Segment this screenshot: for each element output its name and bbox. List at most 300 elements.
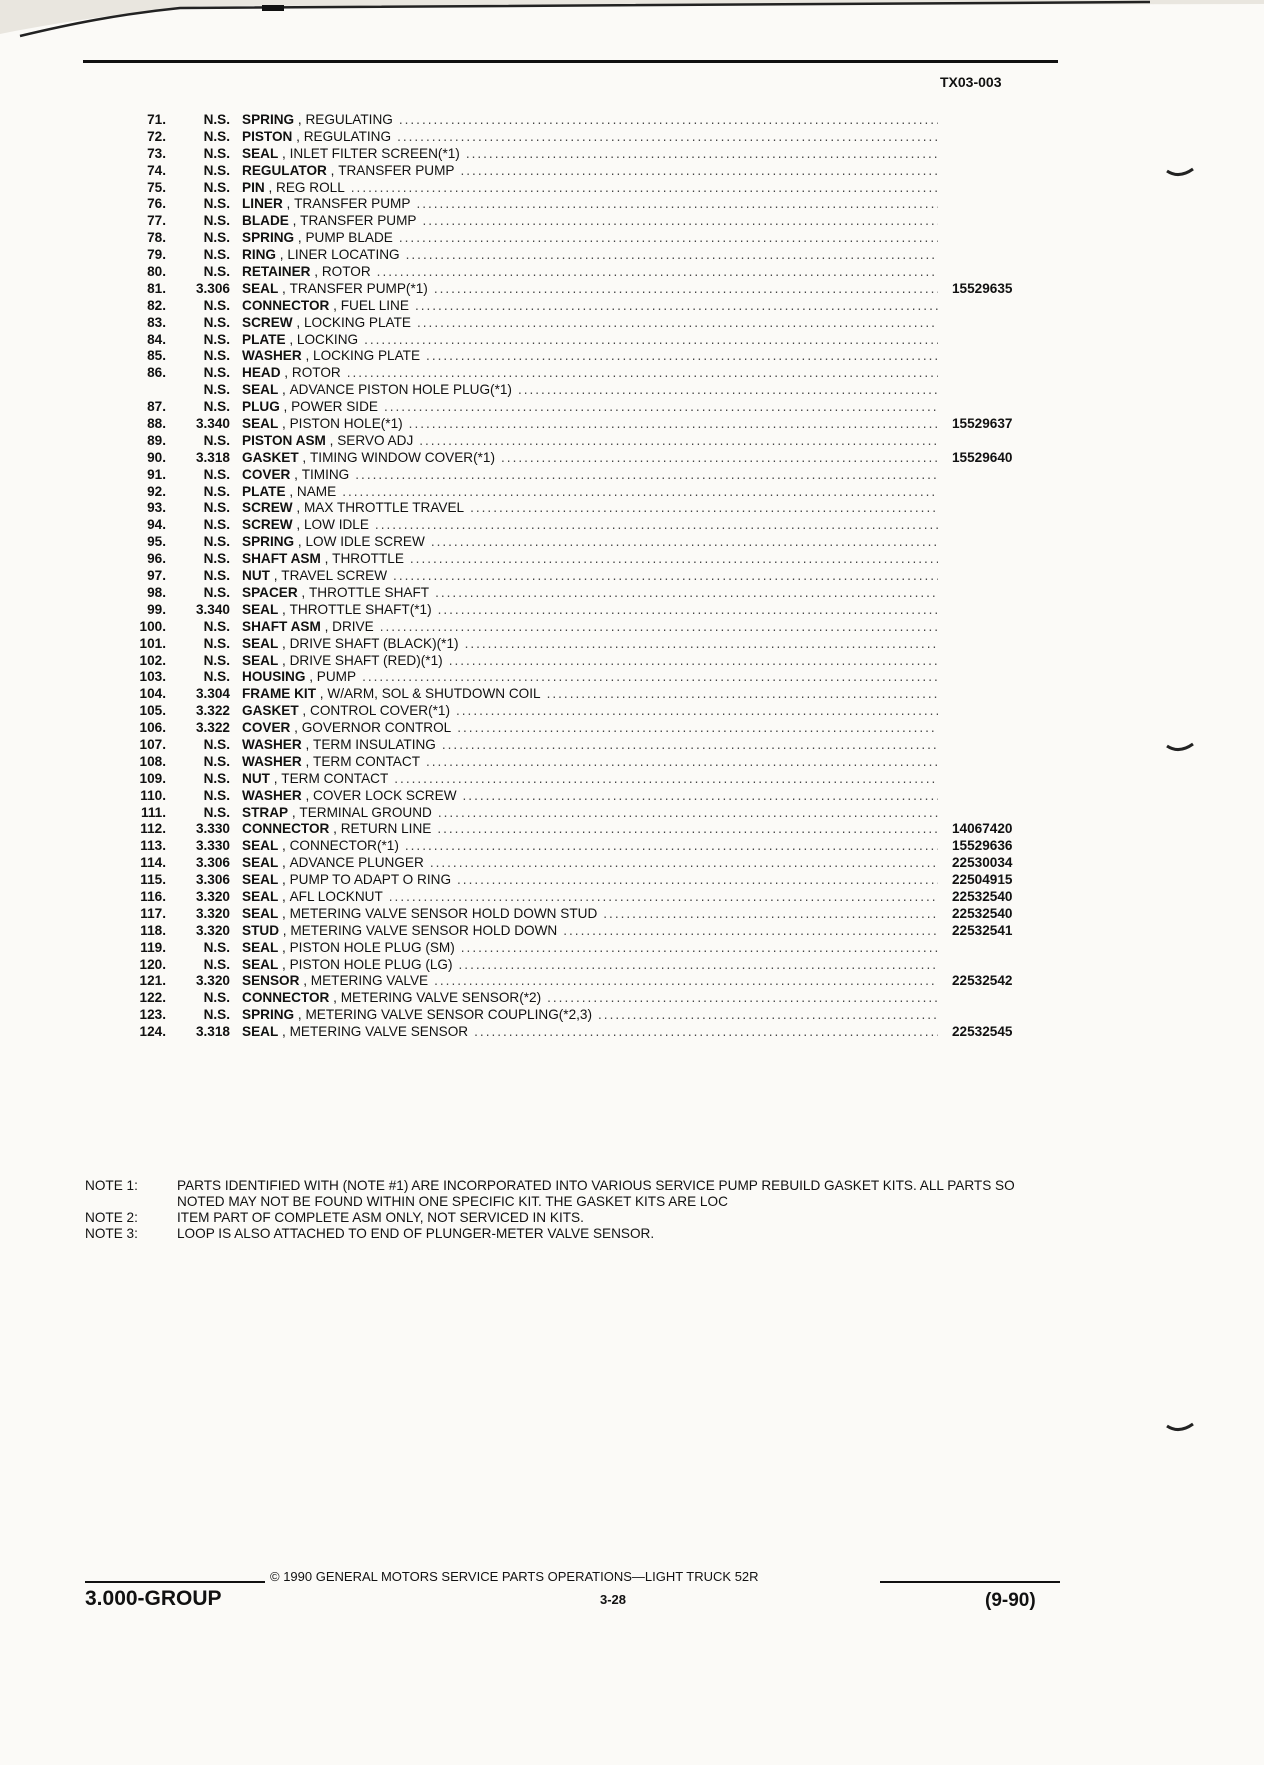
note-label: NOTE 2: [85, 1210, 138, 1225]
part-modifier: LOW IDLE SCREW [305, 534, 425, 550]
group-number: 3.340 [195, 601, 230, 617]
parts-row [90, 653, 1070, 670]
part-name: SEAL [242, 888, 279, 904]
leader-dots [424, 855, 938, 872]
leader-dots [387, 568, 938, 585]
group-number: N.S. [203, 804, 230, 820]
part-description: RING , LINER LOCATING ..... [238, 247, 938, 264]
parts-row [90, 180, 1070, 197]
item-number: 118. [140, 922, 166, 938]
part-modifier: METERING VALVE SENSOR(*2) [340, 990, 542, 1006]
leader-dots [420, 348, 938, 365]
parts-row [90, 112, 1070, 129]
parts-row [90, 264, 1070, 281]
part-description: CONNECTOR , METERING VALVE SENSOR(*2) ..... [238, 990, 938, 1007]
group-number: N.S. [203, 517, 230, 533]
leader-dots [349, 467, 938, 484]
part-description: SEAL , PISTON HOLE PLUG (LG) ..... [238, 957, 938, 974]
group-number: N.S. [203, 264, 230, 280]
part-name: SEAL [242, 956, 279, 972]
part-name: COVER [242, 466, 291, 482]
part-number: 22532542 [952, 973, 1013, 989]
parts-row [90, 247, 1070, 264]
group-number: N.S. [203, 618, 230, 634]
part-description: WASHER , TERM INSULATING ..... [238, 737, 938, 754]
item-number: 96. [147, 551, 166, 567]
part-modifier: TIMING [301, 466, 350, 482]
item-number: 104. [139, 686, 166, 702]
part-name: SPRING [242, 112, 295, 127]
part-description: SEAL , THROTTLE SHAFT(*1) ..... [238, 602, 938, 619]
group-number: N.S. [203, 483, 230, 499]
part-name: SEAL [242, 872, 279, 888]
binder-mark [1165, 165, 1195, 185]
document-code: TX03-003 [940, 74, 1002, 90]
part-modifier: RETURN LINE [340, 821, 432, 837]
note-label: NOTE 1: [85, 1178, 138, 1193]
part-modifier: PUMP BLADE [305, 230, 393, 246]
parts-row [90, 771, 1070, 788]
parts-row [90, 348, 1070, 365]
part-description: STRAP , TERMINAL GROUND ..... [238, 805, 938, 822]
part-description: SEAL , CONNECTOR(*1) ..... [238, 838, 938, 855]
part-modifier: CONNECTOR(*1) [289, 838, 399, 854]
parts-row [90, 940, 1070, 957]
part-description: SPRING , REGULATING ..... [238, 112, 938, 129]
group-number: 3.320 [195, 973, 230, 989]
part-number: 22532540 [952, 905, 1013, 921]
group-number: N.S. [203, 1007, 230, 1023]
part-name: PLUG [242, 399, 280, 415]
group-number: 3.322 [195, 703, 230, 719]
leader-dots [495, 450, 938, 467]
parts-row [90, 467, 1070, 484]
item-number: 88. [147, 416, 166, 432]
part-modifier: PUMP TO ADAPT O RING [289, 872, 452, 888]
group-number: N.S. [203, 382, 230, 398]
item-number: 115. [140, 872, 166, 888]
item-number: 108. [139, 753, 166, 769]
parts-row [90, 855, 1070, 872]
group-number: 3.306 [195, 855, 230, 871]
leader-dots [369, 517, 938, 534]
part-modifier: INLET FILTER SCREEN(*1) [289, 145, 460, 161]
parts-row [90, 416, 1070, 433]
leader-dots [425, 534, 938, 551]
part-modifier: TIMING WINDOW COVER(*1) [310, 449, 496, 465]
group-number: 3.306 [195, 280, 230, 296]
part-modifier: PUMP [316, 669, 357, 685]
part-name: SEAL [242, 145, 279, 161]
part-modifier: TERM INSULATING [313, 736, 436, 752]
part-modifier: COVER LOCK SCREW [313, 787, 457, 803]
parts-row [90, 551, 1070, 568]
item-number: 110. [140, 787, 166, 803]
part-name: SHAFT ASM [242, 618, 321, 634]
parts-row [90, 720, 1070, 737]
note-text: LOOP IS ALSO ATTACHED TO END OF PLUNGER-METER VALVE SENSOR. [177, 1226, 655, 1241]
part-modifier: PISTON HOLE(*1) [289, 416, 403, 432]
leader-dots [450, 703, 938, 720]
part-modifier: TRAVEL SCREW [281, 568, 388, 584]
item-number: 121. [139, 973, 166, 989]
item-number: 82. [147, 297, 166, 313]
part-description: HEAD , ROTOR ..... [238, 365, 938, 382]
part-description: SPACER , THROTTLE SHAFT ..... [238, 585, 938, 602]
part-description: WASHER , COVER LOCK SCREW ..... [238, 788, 938, 805]
part-modifier: TERM CONTACT [313, 753, 420, 769]
part-name: BLADE [242, 213, 289, 229]
part-number: 22504915 [952, 872, 1013, 888]
group-number: 3.304 [195, 686, 230, 702]
part-modifier: REGULATING [303, 128, 392, 144]
leader-dots [400, 247, 938, 264]
group-number: N.S. [203, 365, 230, 381]
group-number: 3.320 [195, 922, 230, 938]
part-name: WASHER [242, 348, 302, 364]
leader-dots [411, 315, 938, 332]
leader-dots [393, 230, 938, 247]
leader-dots [459, 636, 938, 653]
note-item [85, 1210, 1065, 1226]
group-number: 3.330 [195, 821, 230, 837]
item-number: 123. [139, 1007, 166, 1023]
leader-dots [541, 990, 938, 1007]
parts-row [90, 619, 1070, 636]
part-name: FRAME KIT [242, 686, 317, 702]
group-number: N.S. [203, 348, 230, 364]
part-modifier: PISTON HOLE PLUG (LG) [289, 956, 453, 972]
part-number: 14067420 [952, 821, 1013, 837]
leader-dots [341, 365, 938, 382]
leader-dots [455, 940, 938, 957]
part-description: SPRING , METERING VALVE SENSOR COUPLING(*2,3) ..... [238, 1007, 938, 1024]
leader-dots [592, 1007, 938, 1024]
parts-row [90, 382, 1070, 399]
leader-dots [453, 957, 938, 974]
part-modifier: METERING VALVE SENSOR HOLD DOWN STUD [289, 905, 598, 921]
part-description: PLUG , POWER SIDE ..... [238, 399, 938, 416]
leader-dots [410, 196, 938, 213]
part-description: SCREW , LOCKING PLATE ..... [238, 315, 938, 332]
part-modifier: DRIVE SHAFT (BLACK)(*1) [289, 635, 459, 651]
parts-row [90, 585, 1070, 602]
leader-dots [460, 146, 938, 163]
leader-dots [409, 298, 938, 315]
item-number: 79. [147, 247, 166, 263]
item-number: 81. [147, 280, 166, 296]
part-modifier: AFL LOCKNUT [289, 888, 383, 904]
item-number: 122. [139, 990, 166, 1006]
leader-dots [455, 163, 939, 180]
parts-row [90, 821, 1070, 838]
parts-row [90, 500, 1070, 517]
leader-dots [431, 821, 938, 838]
item-number: 119. [140, 939, 166, 955]
part-modifier: REGULATING [305, 112, 393, 127]
part-modifier: TERMINAL GROUND [299, 804, 432, 820]
part-description: GASKET , CONTROL COVER(*1) ..... [238, 703, 938, 720]
group-number: N.S. [203, 128, 230, 144]
part-modifier: GOVERNOR CONTROL [301, 720, 452, 736]
footer-rule-right [880, 1581, 1060, 1583]
leader-dots [451, 720, 938, 737]
leader-dots [597, 906, 938, 923]
part-description: REGULATOR , TRANSFER PUMP ..... [238, 163, 938, 180]
group-number: N.S. [203, 112, 230, 127]
parts-row [90, 754, 1070, 771]
part-modifier: METERING VALVE [310, 973, 429, 989]
item-number: 94. [147, 517, 166, 533]
item-number: 112. [140, 821, 166, 837]
item-number: 73. [147, 145, 166, 161]
parts-row [90, 669, 1070, 686]
part-description: FRAME KIT , W/ARM, SOL & SHUTDOWN COIL ..... [238, 686, 938, 703]
page-number: 3-28 [600, 1592, 627, 1607]
part-name: STRAP [242, 804, 289, 820]
item-number: 111. [141, 804, 166, 820]
part-description: COVER , GOVERNOR CONTROL ..... [238, 720, 938, 737]
parts-row [90, 450, 1070, 467]
part-modifier: SERVO ADJ [337, 432, 414, 448]
parts-row [90, 196, 1070, 213]
part-name: SPRING [242, 534, 295, 550]
part-name: SCREW [242, 314, 293, 330]
leader-dots [541, 686, 938, 703]
part-description: PLATE , LOCKING ..... [238, 332, 938, 349]
parts-row [90, 838, 1070, 855]
part-description: BLADE , TRANSFER PUMP ..... [238, 213, 938, 230]
group-number: N.S. [203, 145, 230, 161]
part-description: SEAL , DRIVE SHAFT (BLACK)(*1) ..... [238, 636, 938, 653]
leader-dots [356, 669, 938, 686]
leader-dots [443, 653, 938, 670]
part-modifier: LINER LOCATING [287, 247, 400, 263]
group-label: 3.000-GROUP [85, 1587, 222, 1610]
item-number: 92. [147, 483, 166, 499]
item-number: 106. [139, 720, 166, 736]
item-number: 91. [147, 466, 166, 482]
item-number: 102. [139, 652, 166, 668]
note-text: PARTS IDENTIFIED WITH (NOTE #1) ARE INCORPORATED INTO VARIOUS SERVICE PUMP REBUILD GASKET KITS. ALL PARTS SO NOTED MAY NOT BE FOUND WITHIN ONE SPECIFIC KIT. THE GASKET KITS ARE LOC [177, 1178, 1015, 1209]
part-modifier: METERING VALVE SENSOR [289, 1024, 469, 1040]
leader-dots [451, 872, 938, 889]
part-modifier: LOCKING PLATE [313, 348, 421, 364]
leader-dots [403, 416, 938, 433]
part-modifier: TERM CONTACT [281, 770, 389, 786]
part-name: CONNECTOR [242, 821, 330, 837]
part-name: COVER [242, 720, 291, 736]
group-number: N.S. [203, 297, 230, 313]
notes-section [85, 1178, 1065, 1242]
part-name: RETAINER [242, 264, 311, 280]
parts-row [90, 805, 1070, 822]
part-name: PIN [242, 179, 265, 195]
part-number: 15529640 [952, 449, 1013, 465]
item-number: 76. [147, 196, 166, 212]
parts-row [90, 906, 1070, 923]
group-number: N.S. [203, 568, 230, 584]
parts-row [90, 517, 1070, 534]
part-name: CONNECTOR [242, 990, 330, 1006]
leader-dots [557, 923, 938, 940]
part-name: SEAL [242, 855, 279, 871]
part-modifier: DRIVE SHAFT (RED)(*1) [289, 652, 443, 668]
parts-row [90, 957, 1070, 974]
part-name: NUT [242, 568, 270, 584]
parts-row [90, 315, 1070, 332]
item-number: 84. [147, 331, 166, 347]
part-name: SEAL [242, 601, 279, 617]
group-number: N.S. [203, 635, 230, 651]
group-number: N.S. [203, 500, 230, 516]
part-description: WASHER , TERM CONTACT ..... [238, 754, 938, 771]
part-description: LINER , TRANSFER PUMP ..... [238, 196, 938, 213]
item-number: 74. [147, 162, 166, 178]
part-description: NUT , TRAVEL SCREW ..... [238, 568, 938, 585]
leader-dots [404, 551, 938, 568]
part-modifier: ADVANCE PISTON HOLE PLUG(*1) [289, 382, 512, 398]
parts-row [90, 534, 1070, 551]
binder-mark [1165, 740, 1195, 760]
part-number: 15529636 [952, 838, 1013, 854]
group-number: 3.322 [195, 720, 230, 736]
item-number: 83. [147, 314, 166, 330]
parts-row [90, 1007, 1070, 1024]
part-modifier: REG ROLL [276, 179, 345, 195]
parts-row [90, 686, 1070, 703]
group-number: 3.320 [195, 905, 230, 921]
item-number: 120. [139, 956, 166, 972]
group-number: 3.306 [195, 872, 230, 888]
part-name: SPRING [242, 230, 295, 246]
parts-row [90, 923, 1070, 940]
part-name: SPRING [242, 1007, 295, 1023]
part-description: SCREW , LOW IDLE ..... [238, 517, 938, 534]
binder-mark [1165, 1420, 1195, 1440]
group-number: 3.318 [195, 449, 230, 465]
part-description: SEAL , METERING VALVE SENSOR HOLD DOWN STUD ..... [238, 906, 938, 923]
item-number: 90. [147, 449, 166, 465]
part-number: 15529637 [952, 416, 1013, 432]
part-description: SCREW , MAX THROTTLE TRAVEL ..... [238, 500, 938, 517]
part-description: SEAL , ADVANCE PISTON HOLE PLUG(*1) ..... [238, 382, 938, 399]
part-description: GASKET , TIMING WINDOW COVER(*1) ..... [238, 450, 938, 467]
leader-dots [399, 838, 938, 855]
group-number: 3.320 [195, 888, 230, 904]
part-number: 22532540 [952, 888, 1013, 904]
part-number: 15529635 [952, 280, 1013, 296]
parts-row [90, 146, 1070, 163]
part-description: CONNECTOR , RETURN LINE ..... [238, 821, 938, 838]
leader-dots [420, 754, 938, 771]
item-number: 89. [147, 432, 166, 448]
part-description: SEAL , PUMP TO ADAPT O RING ..... [238, 872, 938, 889]
part-name: PISTON ASM [242, 432, 326, 448]
item-number: 100. [139, 618, 166, 634]
part-description: PIN , REG ROLL ..... [238, 180, 938, 197]
group-number: N.S. [203, 399, 230, 415]
part-description: SHAFT ASM , DRIVE ..... [238, 619, 938, 636]
parts-row [90, 433, 1070, 450]
part-modifier: TRANSFER PUMP [338, 162, 455, 178]
part-description: SHAFT ASM , THROTTLE ..... [238, 551, 938, 568]
leader-dots [464, 500, 938, 517]
part-description: RETAINER , ROTOR ..... [238, 264, 938, 281]
part-modifier: ADVANCE PLUNGER [289, 855, 424, 871]
part-number: 22532545 [952, 1024, 1013, 1040]
part-name: GASKET [242, 449, 299, 465]
part-description: NUT , TERM CONTACT ..... [238, 771, 938, 788]
leader-dots [378, 399, 938, 416]
leader-dots [436, 737, 938, 754]
parts-row [90, 636, 1070, 653]
part-name: WASHER [242, 736, 302, 752]
group-number: N.S. [203, 990, 230, 1006]
item-number: 116. [140, 888, 166, 904]
part-modifier: LOCKING PLATE [303, 314, 411, 330]
part-description: SEAL , ADVANCE PLUNGER ..... [238, 855, 938, 872]
part-description: COVER , TIMING ..... [238, 467, 938, 484]
part-name: PLATE [242, 331, 286, 347]
part-name: SHAFT ASM [242, 551, 321, 567]
part-modifier: LOW IDLE [303, 517, 369, 533]
part-modifier: PISTON HOLE PLUG (SM) [289, 939, 455, 955]
part-name: PISTON [242, 128, 293, 144]
part-modifier: TRANSFER PUMP [294, 196, 411, 212]
parts-row [90, 332, 1070, 349]
item-number: 101. [139, 635, 166, 651]
part-name: SEAL [242, 280, 279, 296]
part-name: SCREW [242, 500, 293, 516]
group-number: N.S. [203, 179, 230, 195]
leader-dots [512, 382, 938, 399]
group-number: N.S. [203, 584, 230, 600]
group-number: N.S. [203, 196, 230, 212]
item-number: 113. [140, 838, 166, 854]
item-number: 98. [147, 584, 166, 600]
group-number: 3.318 [195, 1024, 230, 1040]
parts-row [90, 990, 1070, 1007]
part-modifier: ROTOR [291, 365, 341, 381]
part-modifier: THROTTLE [332, 551, 404, 567]
leader-dots [393, 112, 938, 129]
leader-dots [468, 1024, 938, 1041]
header-rule [83, 60, 1058, 63]
part-name: STUD [242, 922, 280, 938]
part-name: SEAL [242, 635, 279, 651]
parts-row [90, 281, 1070, 298]
parts-row [90, 703, 1070, 720]
part-modifier: FUEL LINE [340, 297, 409, 313]
parts-row [90, 973, 1070, 990]
part-name: SEAL [242, 416, 279, 432]
part-name: WASHER [242, 787, 302, 803]
item-number: 86. [147, 365, 166, 381]
item-number: 77. [147, 213, 166, 229]
parts-row [90, 872, 1070, 889]
item-number: 107. [139, 736, 166, 752]
group-number: 3.330 [195, 838, 230, 854]
parts-row [90, 213, 1070, 230]
parts-list [90, 112, 1070, 1041]
part-name: SEAL [242, 905, 279, 921]
item-number: 95. [147, 534, 166, 550]
group-number: N.S. [203, 314, 230, 330]
footer-rule-left [85, 1581, 265, 1583]
parts-row [90, 1024, 1070, 1041]
part-modifier: TRANSFER PUMP(*1) [289, 280, 428, 296]
